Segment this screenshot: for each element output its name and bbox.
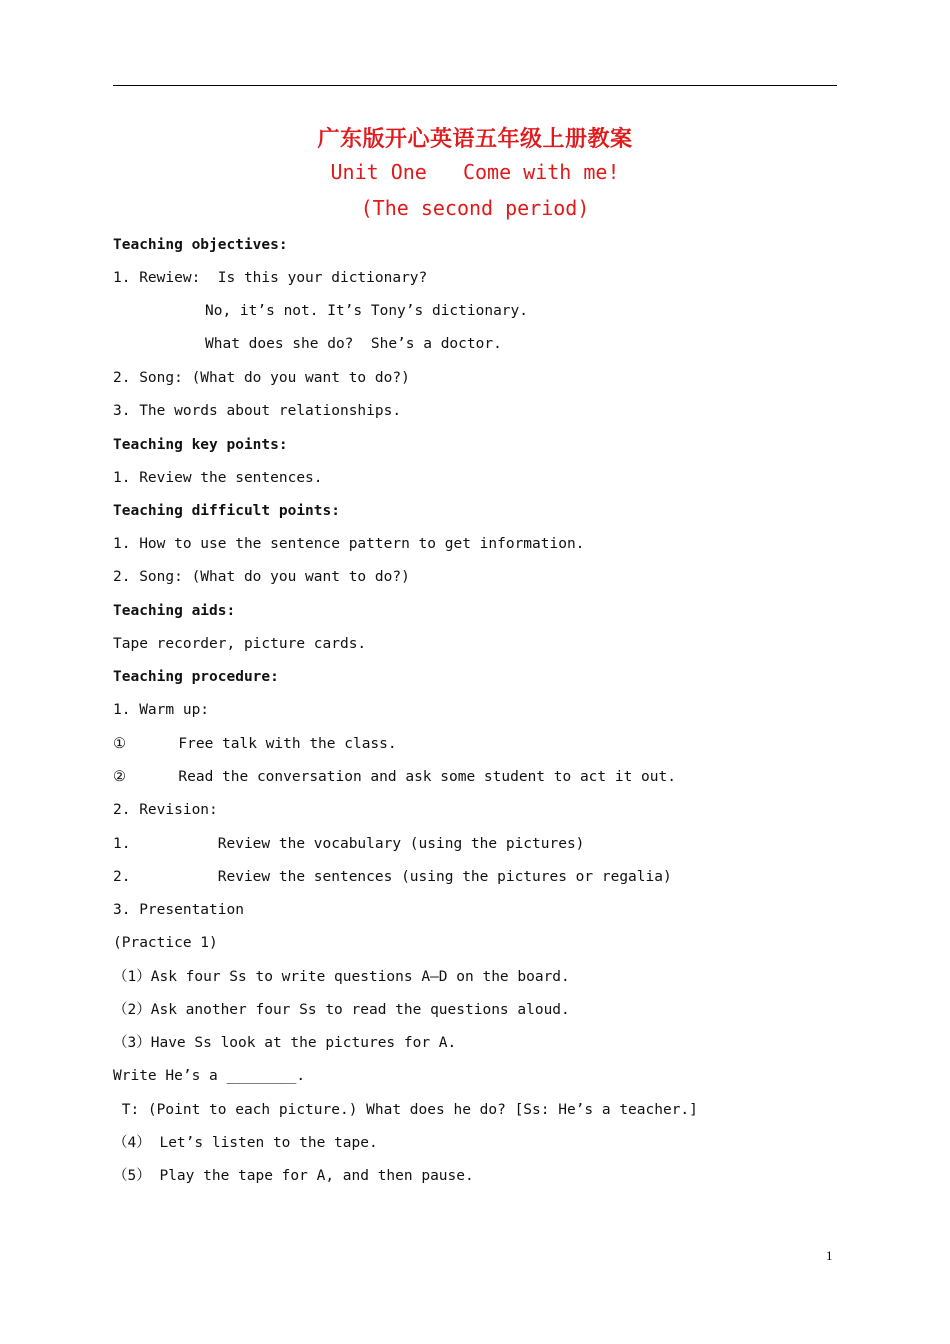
heading-objectives: Teaching objectives: <box>113 237 288 253</box>
unit-title: Unit One Come with me! <box>330 160 620 184</box>
procedure-line: ① Free talk with the class. <box>113 736 397 752</box>
page-number: 1 <box>826 1248 833 1263</box>
objective-line: What does she do? She’s a doctor. <box>205 336 502 352</box>
procedure-line: (Practice 1) <box>113 935 218 951</box>
procedure-line: （4） Let’s listen to the tape. <box>113 1135 378 1151</box>
objective-line: 3. The words about relationships. <box>113 403 402 419</box>
heading-aids: Teaching aids: <box>113 603 236 619</box>
procedure-line: （1）Ask four Ss to write questions A—D on the board. <box>113 969 570 985</box>
procedure-line: 1. Review the vocabulary (using the pictures) <box>113 836 585 852</box>
heading-procedure: Teaching procedure: <box>113 669 279 685</box>
objective-line: 1. Rewiew: Is this your dictionary? <box>113 270 428 286</box>
procedure-line: Write He’s a ________. <box>113 1068 306 1084</box>
procedure-line: （2）Ask another four Ss to read the questions aloud. <box>113 1002 570 1018</box>
procedure-line: 1. Warm up: <box>113 702 210 718</box>
heading-key-points: Teaching key points: <box>113 437 288 453</box>
difficult-point-line: 2. Song: (What do you want to do?) <box>113 569 410 585</box>
objective-line: No, it’s not. It’s Tony’s dictionary. <box>205 303 529 319</box>
aids-line: Tape recorder, picture cards. <box>113 636 367 652</box>
key-point-line: 1. Review the sentences. <box>113 470 323 486</box>
procedure-line: ② Read the conversation and ask some student to act it out. <box>113 769 676 785</box>
procedure-line: 2. Review the sentences (using the pictures or regalia) <box>113 869 672 885</box>
procedure-line: T: (Point to each picture.) What does he do? [Ss: He’s a teacher.] <box>113 1102 698 1118</box>
document-title-chinese: 广东版开心英语五年级上册教案 <box>317 126 633 152</box>
header-rule <box>113 85 837 86</box>
heading-difficult-points: Teaching difficult points: <box>113 503 340 519</box>
procedure-line: 2. Revision: <box>113 802 218 818</box>
objective-line: 2. Song: (What do you want to do?) <box>113 370 410 386</box>
procedure-line: （3）Have Ss look at the pictures for A. <box>113 1035 457 1051</box>
difficult-point-line: 1. How to use the sentence pattern to get information. <box>113 536 585 552</box>
period-title: (The second period) <box>360 196 590 220</box>
procedure-line: 3. Presentation <box>113 902 244 918</box>
procedure-line: （5） Play the tape for A, and then pause. <box>113 1168 474 1184</box>
